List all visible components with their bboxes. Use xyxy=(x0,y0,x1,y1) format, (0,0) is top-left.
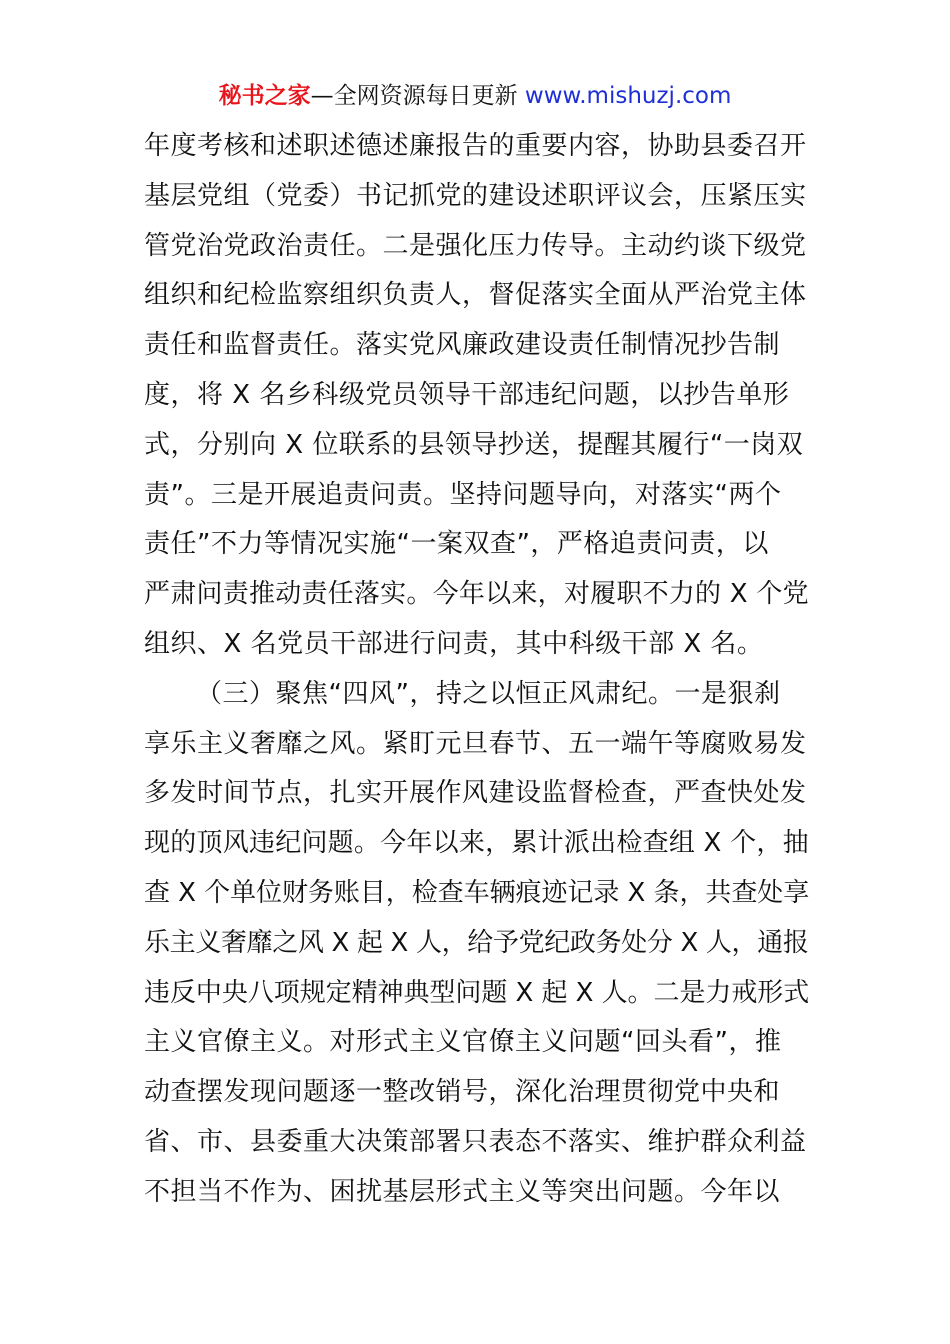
site-url[interactable]: www.mishuzj.com xyxy=(524,83,732,109)
text-line: 省、市、县委重大决策部署只表态不落实、维护群众利益 xyxy=(144,1126,807,1157)
text-line: 违反中央八项规定精神典型问题 X 起 X 人。二是力戒形式 xyxy=(144,977,810,1008)
text-line: 乐主义奢靡之风 X 起 X 人，给予党纪政务处分 X 人，通报 xyxy=(144,927,809,958)
text-line: 年度考核和述职述德述廉报告的重要内容，协助县委召开 xyxy=(144,131,807,161)
text-line: 严肃问责推动责任落实。今年以来，对履职不力的 X 个党 xyxy=(144,579,809,610)
text-line: 享乐主义奢靡之风。紧盯元旦春节、五一端午等腐败易发 xyxy=(144,728,807,759)
text-line: 组织和纪检监察组织负责人，督促落实全面从严治党主体 xyxy=(144,280,807,311)
text-line: 责”。三是开展追责问责。坚持问题导向，对落实“两个 xyxy=(144,479,782,510)
site-tagline: —全网资源每日更新 xyxy=(310,83,525,109)
text-line: 动查摆发现问题逐一整改销号，深化治理贯彻党中央和 xyxy=(144,1077,781,1108)
site-brand: 秘书之家 xyxy=(218,83,311,109)
text-line: 多发时间节点，扎实开展作风建设监督检查，严查快处发 xyxy=(144,778,807,809)
text-line: 组织、X 名党员干部进行问责，其中科级干部 X 名。 xyxy=(144,628,764,659)
text-line: 度，将 X 名乡科级党员领导干部违纪问题，以抄告单形 xyxy=(144,379,790,410)
text-line: 责任”不力等情况实施“一案双查”，严格追责问责，以 xyxy=(144,529,769,560)
text-line: 责任和监督责任。落实党风廉政建设责任制情况抄告制 xyxy=(144,330,781,361)
section-heading-line: （三）聚焦“四风”，持之以恒正风肃纪。一是狠刹 xyxy=(196,678,781,709)
text-line: 主义官僚主义。对形式主义官僚主义问题“回头看”，推 xyxy=(144,1027,782,1058)
text-line: 现的顶风违纪问题。今年以来，累计派出检查组 X 个，抽 xyxy=(144,828,809,859)
document-body xyxy=(144,122,809,1218)
text-line: 查 X 个单位财务账目，检查车辆痕迹记录 X 条，共查处享 xyxy=(144,877,810,908)
text-line: 不担当不作为、困扰基层形式主义等突出问题。今年以 xyxy=(144,1176,781,1207)
text-line: 基层党组（党委）书记抓党的建设述职评议会，压紧压实 xyxy=(144,180,807,211)
text-line: 式，分别向 X 位联系的县领导抄送，提醒其履行“一岗双 xyxy=(144,429,804,460)
site-header xyxy=(0,82,950,110)
text-line: 管党治党政治责任。二是强化压力传导。主动约谈下级党 xyxy=(144,230,807,261)
